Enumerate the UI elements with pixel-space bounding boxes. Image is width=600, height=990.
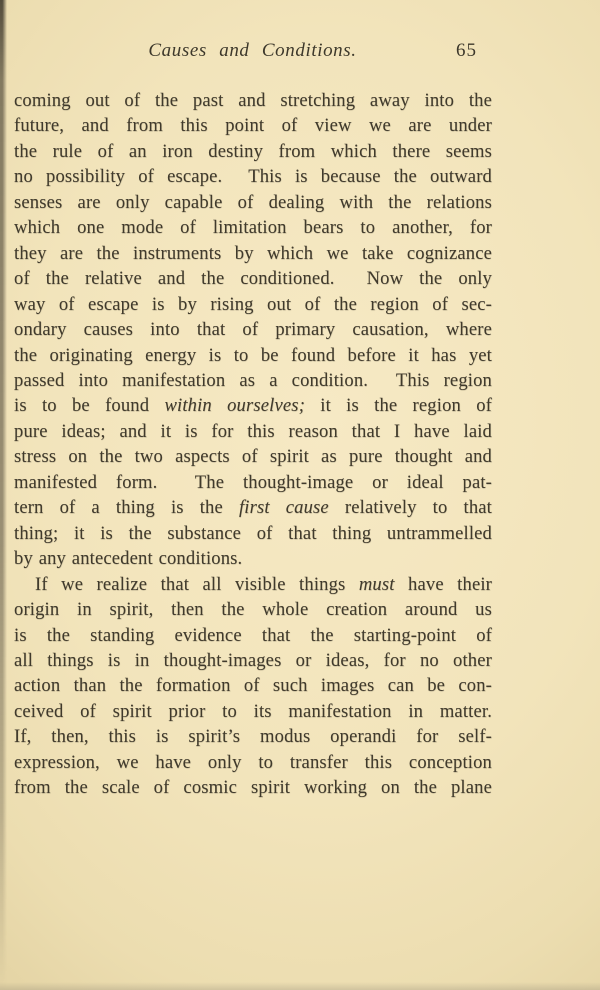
text-segment: is the standing evidence that the starting-point of xyxy=(14,624,492,646)
text-segment: is to be found xyxy=(14,395,165,417)
text-line xyxy=(14,648,492,673)
text-line xyxy=(14,88,492,113)
text-line xyxy=(14,190,492,215)
text-segment: relatively to that xyxy=(328,497,492,519)
text-segment: If, then, this is spirit’s modus operandi for self- xyxy=(14,726,492,748)
text-line xyxy=(14,597,492,622)
text-segment: the originating energy is to be found before it has yet xyxy=(14,344,492,366)
text-segment: origin in spirit, then the whole creation around us xyxy=(14,599,492,621)
text-segment: of the relative and the conditioned. Now the only xyxy=(14,268,492,290)
text-segment: it is the region of xyxy=(305,395,493,417)
text-line xyxy=(14,241,492,266)
text-line xyxy=(14,419,492,444)
page-bottom-edge xyxy=(0,982,600,990)
text-line xyxy=(14,775,492,800)
page-text xyxy=(14,88,492,801)
text-segment: stress on the two aspects of spirit as pure thought and xyxy=(14,446,492,468)
text-line xyxy=(14,470,492,495)
text-line xyxy=(14,495,492,520)
text-line xyxy=(14,266,492,291)
text-segment: expression, we have only to transfer this conception xyxy=(14,751,492,773)
text-line xyxy=(14,292,492,317)
text-segment: all things is in thought-images or ideas, for no other xyxy=(14,649,492,671)
text-segment: have their xyxy=(394,573,493,595)
text-segment: action than the formation of such images can be con- xyxy=(14,675,492,697)
text-segment: ceived of spirit prior to its manifestation in matter. xyxy=(14,700,492,722)
text-line xyxy=(14,724,492,749)
text-segment: way of escape is by rising out of the region of sec- xyxy=(14,293,492,315)
text-segment: which one mode of limitation bears to another, for xyxy=(14,217,492,239)
page-title: Causes and Conditions. xyxy=(148,40,357,61)
text-segment: they are the instruments by which we take cognizance xyxy=(14,242,492,264)
text-line xyxy=(14,623,492,648)
text-line xyxy=(14,317,492,342)
text-segment: manifested form. The thought-image or ideal pat- xyxy=(14,471,492,493)
text-line xyxy=(14,546,492,571)
text-segment: pure ideas; and it is for this reason that I have laid xyxy=(14,420,492,442)
italic-text: must xyxy=(358,573,395,595)
text-line xyxy=(14,444,492,469)
text-line xyxy=(14,164,492,189)
text-line xyxy=(14,521,492,546)
text-line xyxy=(14,393,492,418)
text-line xyxy=(14,750,492,775)
text-line xyxy=(14,113,492,138)
page-number: 65 xyxy=(456,40,477,61)
italic-text: within ourselves; xyxy=(164,395,306,417)
text-segment: senses are only capable of dealing with the relations xyxy=(14,191,492,213)
text-segment: by any antecedent conditions. xyxy=(14,548,243,570)
text-line xyxy=(14,215,492,240)
text-segment: tern of a thing is the xyxy=(14,497,239,519)
text-segment: ondary causes into that of primary causation, where xyxy=(14,319,492,341)
text-segment: passed into manifestation as a condition. This region xyxy=(14,369,492,391)
text-line xyxy=(14,673,492,698)
text-segment: from the scale of cosmic spirit working on the plane xyxy=(14,777,492,799)
text-line xyxy=(14,572,492,597)
text-segment: no possibility of escape. This is because the outward xyxy=(14,166,492,188)
italic-text: first cause xyxy=(238,497,329,519)
text-line xyxy=(14,139,492,164)
paragraph xyxy=(14,572,492,801)
text-segment: If we realize that all visible things xyxy=(35,573,359,595)
text-line xyxy=(14,343,492,368)
paragraph xyxy=(14,88,492,572)
text-segment: future, and from this point of view we are under xyxy=(14,115,492,137)
text-line xyxy=(14,368,492,393)
text-segment: thing; it is the substance of that thing untrammelled xyxy=(14,522,492,544)
text-segment: coming out of the past and stretching away into the xyxy=(14,90,492,111)
text-segment: the rule of an iron destiny from which there seems xyxy=(14,140,492,162)
running-header xyxy=(14,40,491,68)
page-gutter-shadow xyxy=(0,0,7,990)
text-line xyxy=(14,699,492,724)
